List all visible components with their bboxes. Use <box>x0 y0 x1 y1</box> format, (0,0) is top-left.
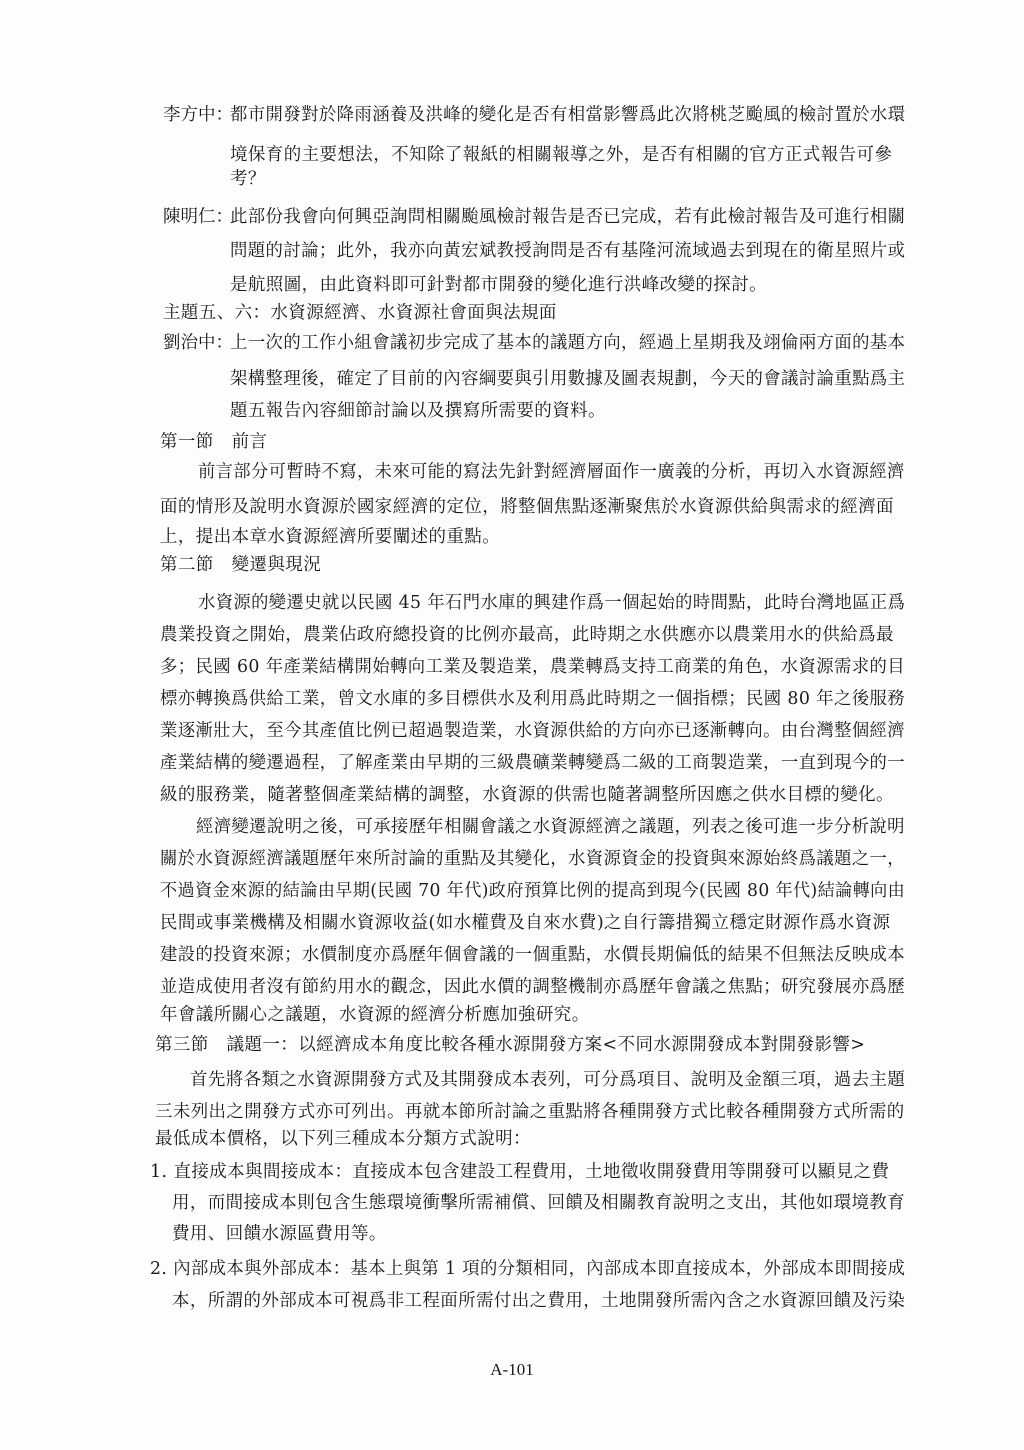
text-line: 多；民國 60 年產業結構開始轉向工業及製造業，農業轉爲支持工商業的角色，水資源需求的目 <box>160 657 905 677</box>
section-heading: 第二節 變遷與現況 <box>160 555 322 575</box>
speaker-li: 李方中： <box>163 105 233 125</box>
text-line: 民間或事業機構及相關水資源收益(如水權費及自來水費)之自行籌措獨立穩定財源作爲水資源 <box>160 913 891 933</box>
text-line: 前言部分可暫時不寫，未來可能的寫法先針對經濟層面作一廣義的分析，再切入水資源經濟 <box>198 462 905 482</box>
section-heading: 第三節 議題一：以經濟成本角度比較各種水源開發方案<不同水源開發成本對開發影響> <box>155 1035 866 1055</box>
text-line: 標亦轉換爲供給工業，曾文水庫的多目標供水及利用爲此時期之一個指標；民國 80 年之後服務 <box>160 689 905 709</box>
text-line: 農業投資之開始，農業佔政府總投資的比例亦最高，此時期之水供應亦以農業用水的供給爲最 <box>160 625 894 645</box>
text-line: 關於水資源經濟議題歷年來所討論的重點及其變化，水資源資金的投資與來源始終爲議題之一， <box>160 849 906 869</box>
text-line: 架構整理後，確定了目前的內容綱要與引用數據及圖表規劃，今天的會議討論重點爲主 <box>230 369 906 389</box>
list-item: 1. 直接成本與間接成本：直接成本包含建設工程費用，土地徵收開發費用等開發可以顯見之費 <box>150 1162 890 1182</box>
text-line: 業逐漸壯大，至今其產值比例已超過製造業，水資源供給的方向亦已逐漸轉向。由台灣整個經濟 <box>160 721 906 741</box>
text-line: 考？ <box>230 169 266 189</box>
speaker-chen: 陳明仁： <box>163 207 233 227</box>
list-item: 2. 內部成本與外部成本：基本上與第 1 項的分類相同，內部成本即直接成本，外部成本即間接成 <box>150 1259 906 1279</box>
text-line: 本，所謂的外部成本可視爲非工程面所需付出之費用，土地開發所需內含之水資源回饋及污染 <box>172 1291 906 1311</box>
text-line: 建設的投資來源；水價制度亦爲歷年個會議的一個重點，水價長期偏低的結果不但無法反映成本 <box>160 945 906 965</box>
text-line: 面的情形及說明水資源於國家經濟的定位，將整個焦點逐漸聚焦於水資源供給與需求的經濟面 <box>160 497 894 517</box>
text-line: 境保育的主要想法，不知除了報紙的相關報導之外，是否有相關的官方正式報告可參 <box>230 145 893 165</box>
text-line: 問題的討論；此外，我亦向黃宏斌教授詢問是否有基隆河流域過去到現在的衛星照片或 <box>230 241 906 261</box>
text-line: 並造成使用者沒有節約用水的觀念，因此水價的調整機制亦爲歷年會議之焦點；研究發展亦爲歷 <box>160 977 906 997</box>
page-number: A-101 <box>490 1360 534 1379</box>
text-line: 上，提出本章水資源經濟所要闡述的重點。 <box>160 527 501 547</box>
text-line: 費用、回饋水源區費用等。 <box>172 1224 387 1244</box>
text-line: 產業結構的變遷過程，了解產業由早期的三級農礦業轉變爲二級的工商製造業，一直到現今的一 <box>160 753 906 773</box>
section-heading: 第一節 前言 <box>160 432 268 452</box>
text-line: 不過資金來源的結論由早期(民國 70 年代)政府預算比例的提高到現今(民國 80 年代)結論轉向由 <box>160 881 906 901</box>
text-line: 三未列出之開發方式亦可列出。再就本節所討論之重點將各種開發方式比較各種開發方式所需的 <box>155 1102 905 1122</box>
text-line: 水資源的變遷史就以民國 45 年石門水庫的興建作爲一個起始的時間點，此時台灣地區正爲 <box>198 593 906 613</box>
text-line: 是航照圖，由此資料即可針對都市開發的變化進行洪峰改變的探討。 <box>230 275 767 295</box>
text-line: 首先將各類之水資源開發方式及其開發成本表列，可分爲項目、說明及金額三項，過去主題 <box>190 1070 906 1090</box>
text-line: 經濟變遷說明之後，可承接歷年相關會議之水資源經濟之議題，列表之後可進一步分析說明 <box>196 817 905 837</box>
text-line: 上一次的工作小組會議初步完成了基本的議題方向，經過上星期我及翊倫兩方面的基本 <box>230 333 906 353</box>
speaker-liu: 劉治中： <box>163 333 233 353</box>
text-line: 最低成本價格，以下列三種成本分類方式說明： <box>155 1129 531 1149</box>
text-line: 年會議所關心之議題，水資源的經濟分析應加強研究。 <box>160 1005 590 1025</box>
text-line: 用，而間接成本則包含生態環境衝擊所需補償、回饋及相關教育說明之支出，其他如環境教育 <box>172 1193 906 1213</box>
text-line: 都市開發對於降雨涵養及洪峰的變化是否有相當影響爲此次將桃芝颱風的檢討置於水環 <box>230 105 906 125</box>
topic-heading: 主題五、六：水資源經濟、水資源社會面與法規面 <box>163 303 557 323</box>
text-line: 題五報告內容細節討論以及撰寫所需要的資料。 <box>230 401 606 421</box>
text-line: 此部份我會向何興亞詢問相關颱風檢討報告是否已完成，若有此檢討報告及可進行相關 <box>230 207 906 227</box>
text-line: 級的服務業，隨著整個產業結構的調整，水資源的供需也隨著調整所因應之供水目標的變化。 <box>160 785 894 805</box>
